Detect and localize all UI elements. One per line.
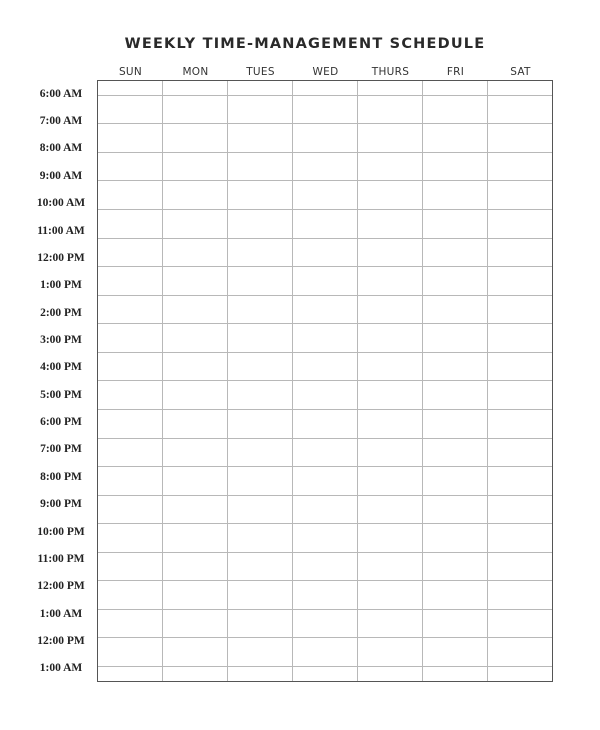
schedule-cell[interactable] [293,495,358,524]
schedule-row [98,467,552,496]
schedule-cell[interactable] [357,438,422,467]
schedule-cell[interactable] [487,467,552,496]
schedule-cell[interactable] [357,638,422,667]
time-label: 12:00 PM [37,634,85,647]
schedule-cell[interactable] [228,95,293,124]
schedule-cell[interactable] [487,409,552,438]
day-header-fri: FRI [446,66,465,78]
schedule-cell[interactable] [163,238,228,267]
time-label: 11:00 AM [37,224,85,237]
time-label: 6:00 AM [39,87,83,100]
schedule-cell[interactable] [163,352,228,381]
schedule-cell[interactable] [163,210,228,239]
schedule-cell[interactable] [422,638,487,667]
schedule-cell[interactable] [487,238,552,267]
schedule-cell[interactable] [163,581,228,610]
schedule-cell[interactable] [487,495,552,524]
schedule-cell[interactable] [422,467,487,496]
schedule-cell[interactable] [98,238,163,267]
schedule-cell[interactable] [487,438,552,467]
schedule-cell[interactable] [228,467,293,496]
schedule-cell[interactable] [98,352,163,381]
schedule-cell[interactable] [228,295,293,324]
schedule-cell[interactable] [163,152,228,181]
schedule-cell[interactable] [228,238,293,267]
time-label: 1:00 AM [39,662,83,675]
schedule-cell[interactable] [293,352,358,381]
schedule-row [98,324,552,353]
schedule-cell[interactable] [487,324,552,353]
schedule-cell[interactable] [293,467,358,496]
schedule-cell[interactable] [293,638,358,667]
schedule-cell[interactable] [163,467,228,496]
schedule-row [98,81,552,95]
time-label: 8:00 PM [40,470,82,483]
schedule-cell[interactable] [357,81,422,95]
time-label: 5:00 PM [40,388,82,401]
schedule-cell[interactable] [98,581,163,610]
schedule-cell[interactable] [228,581,293,610]
schedule-cell[interactable] [422,324,487,353]
schedule-cell[interactable] [487,152,552,181]
time-label: 1:00 AM [39,607,83,620]
schedule-cell[interactable] [98,467,163,496]
schedule-row [98,181,552,210]
schedule-row [98,552,552,581]
schedule-cell[interactable] [422,295,487,324]
schedule-cell[interactable] [487,181,552,210]
day-header-row [98,66,553,80]
schedule-row [98,667,552,681]
schedule-row [98,524,552,553]
schedule-cell[interactable] [422,352,487,381]
schedule-cell[interactable] [422,438,487,467]
schedule-cell[interactable] [293,324,358,353]
time-label: 3:00 PM [40,333,82,346]
schedule-cell[interactable] [98,81,163,95]
schedule-cell[interactable] [228,352,293,381]
time-label: 2:00 PM [40,306,82,319]
schedule-cell[interactable] [98,638,163,667]
schedule-cell[interactable] [228,381,293,410]
schedule-cell[interactable] [422,409,487,438]
schedule-cell[interactable] [293,81,358,95]
schedule-cell[interactable] [293,409,358,438]
schedule-cell[interactable] [357,467,422,496]
schedule-cell[interactable] [98,324,163,353]
schedule-cell[interactable] [293,552,358,581]
schedule-cell[interactable] [163,524,228,553]
schedule-cell[interactable] [422,552,487,581]
schedule-cell[interactable] [293,581,358,610]
schedule-cell[interactable] [357,181,422,210]
schedule-cell[interactable] [163,667,228,681]
schedule-cell[interactable] [487,267,552,296]
schedule-cell[interactable] [422,81,487,95]
schedule-cell[interactable] [357,667,422,681]
day-header-sat: SAT [510,66,531,78]
schedule-cell[interactable] [98,524,163,553]
schedule-cell[interactable] [163,267,228,296]
schedule-cell[interactable] [357,210,422,239]
day-header-thurs: THURS [371,66,410,78]
schedule-cell[interactable] [228,81,293,95]
schedule-cell[interactable] [293,210,358,239]
schedule-cell[interactable] [422,238,487,267]
schedule-cell[interactable] [487,381,552,410]
schedule-cell[interactable] [98,210,163,239]
time-label: 7:00 AM [39,115,83,128]
schedule-cell[interactable] [163,638,228,667]
schedule-cell[interactable] [228,667,293,681]
time-label: 1:00 PM [40,279,82,292]
schedule-title: WEEKLY TIME-MANAGEMENT SCHEDULE [124,36,486,52]
schedule-cell[interactable] [98,152,163,181]
schedule-cell[interactable] [293,95,358,124]
schedule-cell[interactable] [357,238,422,267]
schedule-cell[interactable] [422,210,487,239]
schedule-cell[interactable] [422,381,487,410]
time-label-column [28,80,94,682]
day-header-sun: SUN [118,66,143,78]
time-label: 7:00 PM [40,443,82,456]
schedule-cell[interactable] [357,409,422,438]
schedule-cell[interactable] [293,667,358,681]
schedule-cell[interactable] [98,609,163,638]
schedule-table [98,81,552,681]
day-header-wed: WED [312,66,339,78]
schedule-row [98,295,552,324]
schedule-cell[interactable] [293,609,358,638]
schedule-cell[interactable] [422,524,487,553]
schedule-cell[interactable] [163,324,228,353]
time-label: 9:00 AM [39,169,83,182]
schedule-row [98,609,552,638]
schedule-cell[interactable] [293,295,358,324]
schedule-cell[interactable] [98,181,163,210]
schedule-row [98,381,552,410]
schedule-cell[interactable] [98,438,163,467]
schedule-cell[interactable] [357,609,422,638]
schedule-row [98,495,552,524]
schedule-cell[interactable] [357,552,422,581]
schedule-cell[interactable] [357,324,422,353]
time-label: 6:00 PM [40,416,82,429]
schedule-cell[interactable] [228,495,293,524]
schedule-cell[interactable] [487,210,552,239]
schedule-cell[interactable] [422,95,487,124]
schedule-cell[interactable] [228,210,293,239]
schedule-row [98,124,552,153]
schedule-cell[interactable] [163,124,228,153]
schedule-cell[interactable] [163,181,228,210]
schedule-cell[interactable] [293,267,358,296]
schedule-row [98,581,552,610]
schedule-cell[interactable] [487,581,552,610]
schedule-cell[interactable] [98,495,163,524]
schedule-cell[interactable] [422,495,487,524]
schedule-cell[interactable] [98,295,163,324]
schedule-cell[interactable] [487,552,552,581]
schedule-cell[interactable] [228,124,293,153]
time-label: 8:00 AM [39,142,83,155]
schedule-cell[interactable] [422,267,487,296]
schedule-cell[interactable] [163,552,228,581]
schedule-cell[interactable] [357,581,422,610]
schedule-cell[interactable] [422,609,487,638]
schedule-row [98,95,552,124]
schedule-cell[interactable] [228,438,293,467]
schedule-cell[interactable] [163,409,228,438]
schedule-cell[interactable] [163,381,228,410]
schedule-cell[interactable] [163,295,228,324]
time-label: 4:00 PM [40,361,82,374]
schedule-cell[interactable] [228,152,293,181]
schedule-cell[interactable] [487,295,552,324]
time-label: 10:00 PM [37,525,85,538]
schedule-cell[interactable] [98,381,163,410]
schedule-cell[interactable] [228,181,293,210]
schedule-cell[interactable] [228,267,293,296]
schedule-cell[interactable] [487,609,552,638]
schedule-cell[interactable] [163,495,228,524]
schedule-cell[interactable] [98,124,163,153]
schedule-row [98,638,552,667]
schedule-cell[interactable] [422,152,487,181]
schedule-cell[interactable] [422,181,487,210]
schedule-cell[interactable] [98,409,163,438]
schedule-cell[interactable] [487,352,552,381]
schedule-cell[interactable] [487,667,552,681]
schedule-cell[interactable] [487,524,552,553]
schedule-cell[interactable] [357,267,422,296]
schedule-cell[interactable] [98,667,163,681]
schedule-cell[interactable] [163,438,228,467]
day-header-mon: MON [182,66,209,78]
schedule-cell[interactable] [228,552,293,581]
schedule-row [98,267,552,296]
schedule-cell[interactable] [487,124,552,153]
time-label: 12:00 PM [37,580,85,593]
schedule-cell[interactable] [293,181,358,210]
schedule-cell[interactable] [357,524,422,553]
time-label: 12:00 PM [37,251,85,264]
time-label: 10:00 AM [36,197,86,210]
schedule-cell[interactable] [422,581,487,610]
schedule-cell[interactable] [228,609,293,638]
schedule-cell[interactable] [163,81,228,95]
schedule-cell[interactable] [98,267,163,296]
schedule-cell[interactable] [293,524,358,553]
schedule-cell[interactable] [293,238,358,267]
schedule-cell[interactable] [98,552,163,581]
schedule-cell[interactable] [228,638,293,667]
schedule-row [98,352,552,381]
schedule-cell[interactable] [422,124,487,153]
schedule-cell[interactable] [163,95,228,124]
schedule-cell[interactable] [487,638,552,667]
day-header-tues: TUES [246,66,275,78]
schedule-cell[interactable] [228,524,293,553]
schedule-cell[interactable] [357,352,422,381]
schedule-cell[interactable] [293,438,358,467]
schedule-cell[interactable] [228,409,293,438]
schedule-cell[interactable] [293,152,358,181]
schedule-row [98,238,552,267]
time-label: 9:00 PM [40,498,82,511]
schedule-cell[interactable] [357,381,422,410]
time-label: 11:00 PM [37,552,85,565]
schedule-cell[interactable] [487,95,552,124]
schedule-cell[interactable] [293,381,358,410]
schedule-cell[interactable] [357,95,422,124]
schedule-cell[interactable] [293,124,358,153]
schedule-cell[interactable] [357,295,422,324]
schedule-row [98,152,552,181]
schedule-cell[interactable] [487,81,552,95]
schedule-row [98,409,552,438]
schedule-cell[interactable] [422,667,487,681]
schedule-row [98,210,552,239]
schedule-cell[interactable] [228,324,293,353]
schedule-cell[interactable] [357,495,422,524]
schedule-cell[interactable] [357,152,422,181]
schedule-cell[interactable] [98,95,163,124]
schedule-cell[interactable] [357,124,422,153]
schedule-grid [97,80,553,682]
schedule-row [98,438,552,467]
schedule-cell[interactable] [163,609,228,638]
